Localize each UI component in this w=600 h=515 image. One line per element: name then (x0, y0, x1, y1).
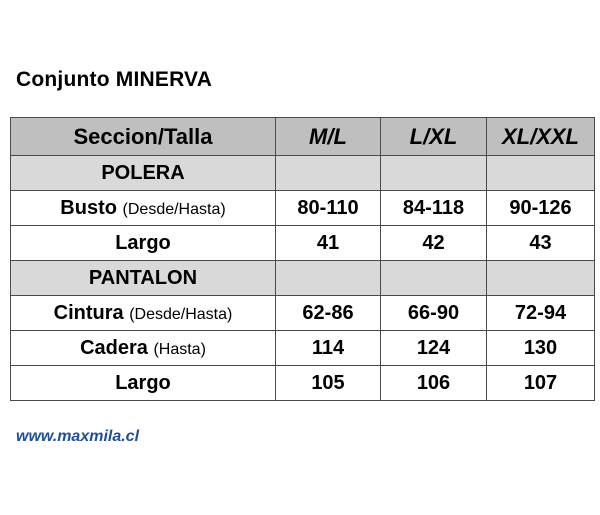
row-label: Cadera (80, 336, 148, 359)
row-label: Busto (60, 196, 117, 219)
page-title: Conjunto MINERVA (16, 68, 213, 91)
row-label-cell (11, 191, 276, 226)
table-row (11, 331, 595, 366)
value-cell: 72-94 (487, 296, 595, 331)
size-table (10, 117, 595, 401)
value-cell: 84-118 (381, 191, 487, 226)
table-row (11, 366, 595, 401)
section-empty-cell (381, 156, 487, 191)
value-cell: 114 (276, 331, 381, 366)
section-empty-cell (487, 261, 595, 296)
table-row (11, 226, 595, 261)
section-empty-cell (276, 261, 381, 296)
section-label: POLERA (11, 156, 276, 191)
row-label-cell (11, 366, 276, 401)
header-size-l-xl: L/XL (381, 118, 487, 156)
row-note: (Desde/Hasta) (122, 200, 226, 218)
section-row-pantalon (11, 261, 595, 296)
value-cell: 130 (487, 331, 595, 366)
website-link[interactable]: www.maxmila.cl (16, 428, 140, 445)
value-cell: 106 (381, 366, 487, 401)
section-empty-cell (381, 261, 487, 296)
value-cell: 43 (487, 226, 595, 261)
header-section-label: Seccion/Talla (11, 118, 276, 156)
value-cell: 66-90 (381, 296, 487, 331)
value-cell: 42 (381, 226, 487, 261)
table-row (11, 191, 595, 226)
value-cell: 107 (487, 366, 595, 401)
section-label: PANTALON (11, 261, 276, 296)
row-note: (Hasta) (153, 340, 206, 358)
row-label-cell (11, 226, 276, 261)
header-size-m-l: M/L (276, 118, 381, 156)
table-header-row (11, 118, 595, 156)
section-empty-cell (487, 156, 595, 191)
value-cell: 41 (276, 226, 381, 261)
value-cell: 90-126 (487, 191, 595, 226)
value-cell: 62-86 (276, 296, 381, 331)
row-label-cell (11, 331, 276, 366)
row-label: Largo (115, 371, 171, 394)
section-empty-cell (276, 156, 381, 191)
value-cell: 80-110 (276, 191, 381, 226)
section-row-polera (11, 156, 595, 191)
table-row (11, 296, 595, 331)
row-label: Cintura (53, 301, 124, 324)
value-cell: 124 (381, 331, 487, 366)
value-cell: 105 (276, 366, 381, 401)
row-label-cell (11, 296, 276, 331)
header-size-xl-xxl: XL/XXL (487, 118, 595, 156)
row-note: (Desde/Hasta) (129, 305, 233, 323)
row-label: Largo (115, 231, 171, 254)
